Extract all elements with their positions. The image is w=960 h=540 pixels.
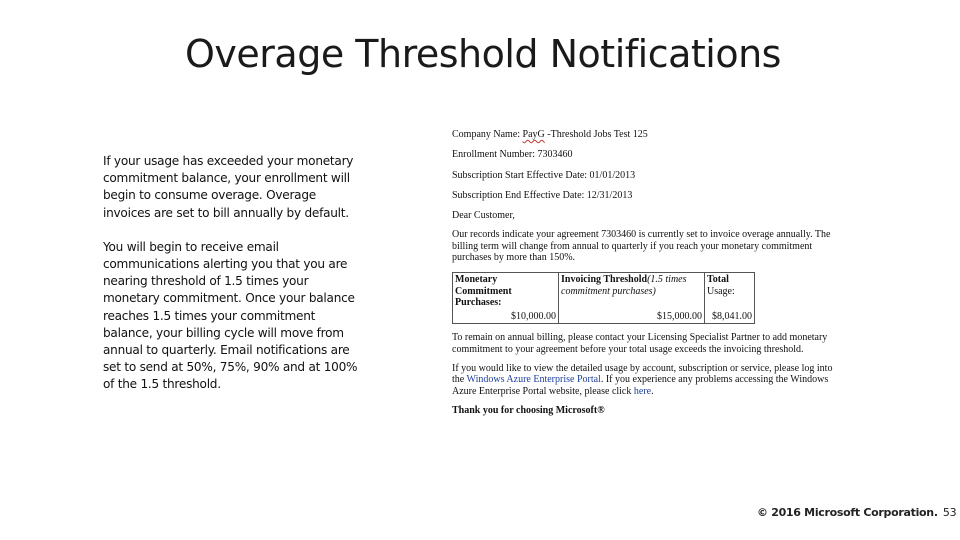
start-date-line: Subscription Start Effective Date: 01/01/2013	[452, 169, 636, 181]
remain-annual-paragraph: To remain on annual billing, please contact your Licensing Specialist Partner to add monetary commitment to your agreement before your total usage exceeds the invoicing threshold.	[452, 332, 828, 355]
column-header: Invoicing Threshold(1.5 times commitment purchases)	[559, 273, 705, 310]
table-header-row	[453, 273, 755, 310]
end-date-line: Subscription End Effective Date: 12/31/2013	[452, 189, 633, 201]
total-usage-value: $8,041.00	[705, 310, 755, 324]
page-number: 53	[942, 506, 957, 519]
enrollment-number-line: Enrollment Number: 7303460	[452, 149, 573, 161]
thank-you-line: Thank you for choosing Microsoft®	[452, 404, 605, 416]
slide-title: Overage Threshold Notifications	[185, 32, 781, 76]
notification-paragraph: You will begin to receive email communications alerting you that you are nearing threshold of 1.5 times your monetary commitment. Once your balance reaches 1.5 times your commitment balance, your billing cycle will move from annual to quarterly. Email notifications are set to send at 50%, 75%, 90% and at 100% of the 1.5 threshold.	[103, 239, 358, 392]
company-name-line: Company Name: PayG -Threshold Jobs Test 125	[452, 129, 648, 140]
greeting-line: Dear Customer,	[452, 210, 515, 222]
email-notification-letter	[452, 129, 833, 416]
here-link[interactable]: here	[633, 385, 652, 397]
company-name-value: PayG	[522, 129, 545, 140]
overage-paragraph: If your usage has exceeded your monetary commitment balance, your enrollment will begin to consume overage. Overage invoices are set to bill annually by default.	[103, 154, 354, 220]
slide-footer	[757, 506, 956, 519]
column-header: Total Usage:	[705, 273, 755, 310]
table-row	[453, 310, 755, 324]
commitment-value: $10,000.00	[453, 310, 559, 324]
slide-body-text	[103, 153, 361, 411]
copyright-text: © 2016 Microsoft Corporation.	[757, 506, 938, 519]
column-header: Monetary Commitment Purchases:	[453, 273, 559, 310]
view-usage-paragraph: If you would like to view the detailed usage by account, subscription or service, please log into the Windows Azure Enterprise Portal. If you experience any problems accessing the Windows Azure Enterprise Portal website, please click here.	[452, 362, 833, 397]
records-paragraph: Our records indicate your agreement 7303460 is currently set to invoice overage annually. The billing term will change from annual to quarterly if you reach your monetary commitment purchases by more than 150%.	[452, 229, 831, 264]
monetary-commitment-table	[452, 272, 755, 324]
enterprise-portal-link[interactable]: Windows Azure Enterprise Portal	[466, 374, 601, 386]
threshold-value: $15,000.00	[559, 310, 705, 324]
